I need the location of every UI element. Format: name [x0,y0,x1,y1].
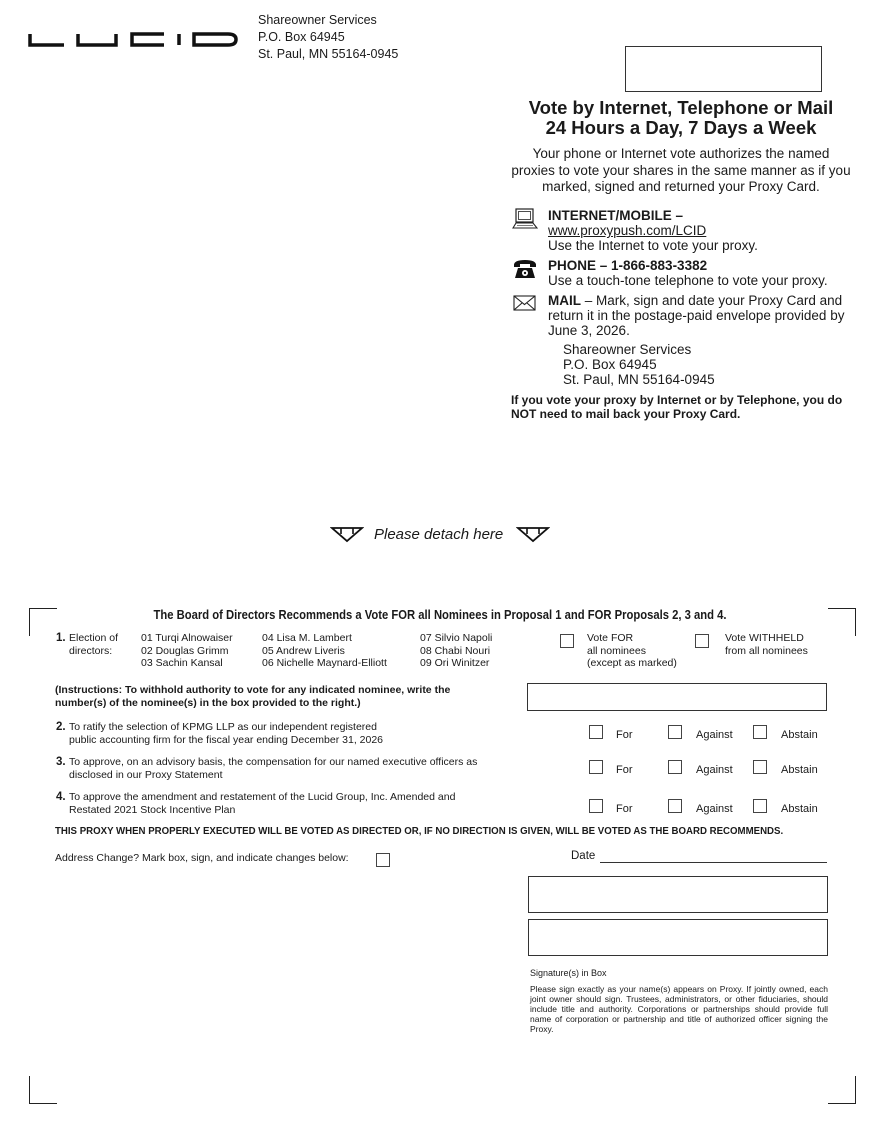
crop-mark [29,608,57,636]
address-line: P.O. Box 64945 [258,30,345,44]
envelope-icon [512,293,538,315]
vote-for-all-line: Vote FOR [587,632,634,644]
vote-title-line1: Vote by Internet, Telephone or Mail [528,97,834,118]
nominee: 04 Lisa M. Lambert [262,632,352,644]
proposal-number: 2. [56,721,66,733]
proposal-text-line: disclosed in our Proxy Statement [69,768,223,781]
against-label: Against [696,764,733,776]
nominee: 01 Turqi Alnowaiser [141,632,233,644]
vote-withheld-checkbox[interactable] [695,634,709,648]
online-vote-note: If you vote your proxy by Internet or by Telephone, you do NOT need to mail back your Proxy Card. [511,393,843,421]
proposal-2-for-checkbox[interactable] [589,725,603,739]
crop-mark [29,1076,57,1104]
proxy-execution-note: THIS PROXY WHEN PROPERLY EXECUTED WILL BE VOTED AS DIRECTED OR, IF NO DIRECTION IS GIVEN, WILL BE VOTED AS THE BOARD RECOMMENDS. [55,825,784,837]
proposal-number: 1. [56,632,66,644]
nominee: 09 Ori Winitzer [420,657,490,669]
signature-box[interactable] [528,919,828,956]
address-line: Shareowner Services [563,342,692,357]
proposal-4-for-checkbox[interactable] [589,799,603,813]
proposal-text-line: To ratify the selection of KPMG LLP as our independent registered [69,721,377,733]
computer-icon [512,208,538,230]
proposal-number: 4. [56,791,66,803]
nominee: 07 Silvio Napoli [420,632,493,644]
abstain-label: Abstain [781,803,818,815]
nominee: 05 Andrew Liveris [262,644,345,657]
for-label: For [616,803,633,815]
internet-dash: – [671,208,684,223]
internet-vote-method [512,208,862,258]
proposal-4-abstain-checkbox[interactable] [753,799,767,813]
mail-address [563,342,860,387]
proposal-3-abstain-checkbox[interactable] [753,760,767,774]
vote-withheld-label [725,632,835,657]
proposal-3-against-checkbox[interactable] [668,760,682,774]
internet-label: INTERNET/MOBILE [548,208,672,223]
date-label: Date [571,850,596,862]
proposal-4-against-checkbox[interactable] [668,799,682,813]
nominee: 03 Sachin Kansal [141,657,223,669]
proposal-3-for-checkbox[interactable] [589,760,603,774]
withhold-instructions: (Instructions: To withhold authority to vote for any indicated nominee, write the number(s) of the nominee(s) in the box provided to the right.) [55,684,451,709]
proposal-2-against-checkbox[interactable] [668,725,682,739]
telephone-icon [512,258,538,280]
proposal-1-text: Election of directors: [69,632,119,657]
address-change-checkbox[interactable] [376,853,390,867]
signature-instructions: Please sign exactly as your name(s) appears on Proxy. If jointly owned, each joint owner should sign. Trustees, administrators, or other fiduciaries, should include title and authority. Corporations or partnerships should provide full name of corporation or partnership and title of authorized officer signing the Proxy. [530,984,828,1034]
nominee: 08 Chabi Nouri [420,644,491,657]
crop-mark [828,1076,856,1104]
address-line: P.O. Box 64945 [563,357,657,372]
mail-vote-method [512,293,862,387]
vote-for-all-label [587,632,697,670]
address-line: Shareowner Services [258,13,377,27]
address-line: St. Paul, MN 55164-0945 [563,372,715,387]
vote-for-all-line: (except as marked) [587,657,677,669]
down-arrow-icon [330,525,364,543]
against-label: Against [696,803,733,815]
proposal-number: 3. [56,756,66,768]
date-field[interactable] [600,862,827,863]
vote-for-all-checkbox[interactable] [560,634,574,648]
signature-box[interactable] [528,876,828,913]
abstain-label: Abstain [781,764,818,776]
signature-label: Signature(s) in Box [530,968,607,978]
vote-withheld-line: Vote WITHHELD [725,632,804,644]
vote-for-all-line: all nominees [587,644,646,657]
nominee-column [141,632,233,670]
proposal-text-line: To approve, on an advisory basis, the compensation for our named executive officers as [69,756,478,768]
mail-instruction: – Mark, sign and date your Proxy Card and return it in the postage-paid envelope provided by June 3, 2026. [548,293,845,338]
mail-label: MAIL [548,293,581,308]
nominee: 02 Douglas Grimm [141,644,229,657]
vote-methods-title [505,98,857,138]
internet-instruction: Use the Internet to vote your proxy. [548,238,758,253]
vote-intro-text: Your phone or Internet vote authorizes the named proxies to vote your shares in the same manner as if you marked, signed and returned your Proxy Card. [511,146,851,194]
nominee-column [262,632,387,670]
address-line: St. Paul, MN 55164-0945 [258,47,399,61]
proxy-vote-url[interactable]: www.proxypush.com/LCID [548,223,707,238]
address-change-label: Address Change? Mark box, sign, and indicate changes below: [55,852,349,864]
control-number-box [625,46,822,92]
phone-vote-method [512,258,862,292]
down-arrow-icon [516,525,550,543]
for-label: For [616,729,633,741]
proposal-text-line: Restated 2021 Stock Incentive Plan [69,803,236,816]
detach-text: Please detach here [374,526,504,543]
vote-withheld-line: from all nominees [725,644,808,657]
phone-instruction: Use a touch-tone telephone to vote your proxy. [548,273,828,288]
abstain-label: Abstain [781,729,818,741]
shareowner-address [258,12,398,63]
proposal-text-line: public accounting firm for the fiscal year ending December 31, 2026 [69,733,384,746]
detach-line [330,523,554,545]
lucid-logo [28,30,240,50]
against-label: Against [696,729,733,741]
phone-label: PHONE – 1-866-883-3382 [548,258,708,273]
nominee: 06 Nichelle Maynard-Elliott [262,657,387,669]
vote-title-line2: 24 Hours a Day, 7 Days a Week [545,117,817,138]
for-label: For [616,764,633,776]
proposal-text-line: To approve the amendment and restatement of the Lucid Group, Inc. Amended and [69,791,456,803]
nominee-column [420,632,492,670]
proposal-2-abstain-checkbox[interactable] [753,725,767,739]
withhold-nominee-input[interactable] [527,683,827,711]
board-recommendation: The Board of Directors Recommends a Vote FOR all Nominees in Proposal 1 and FOR Proposals 2, 3 and 4. [153,608,727,622]
